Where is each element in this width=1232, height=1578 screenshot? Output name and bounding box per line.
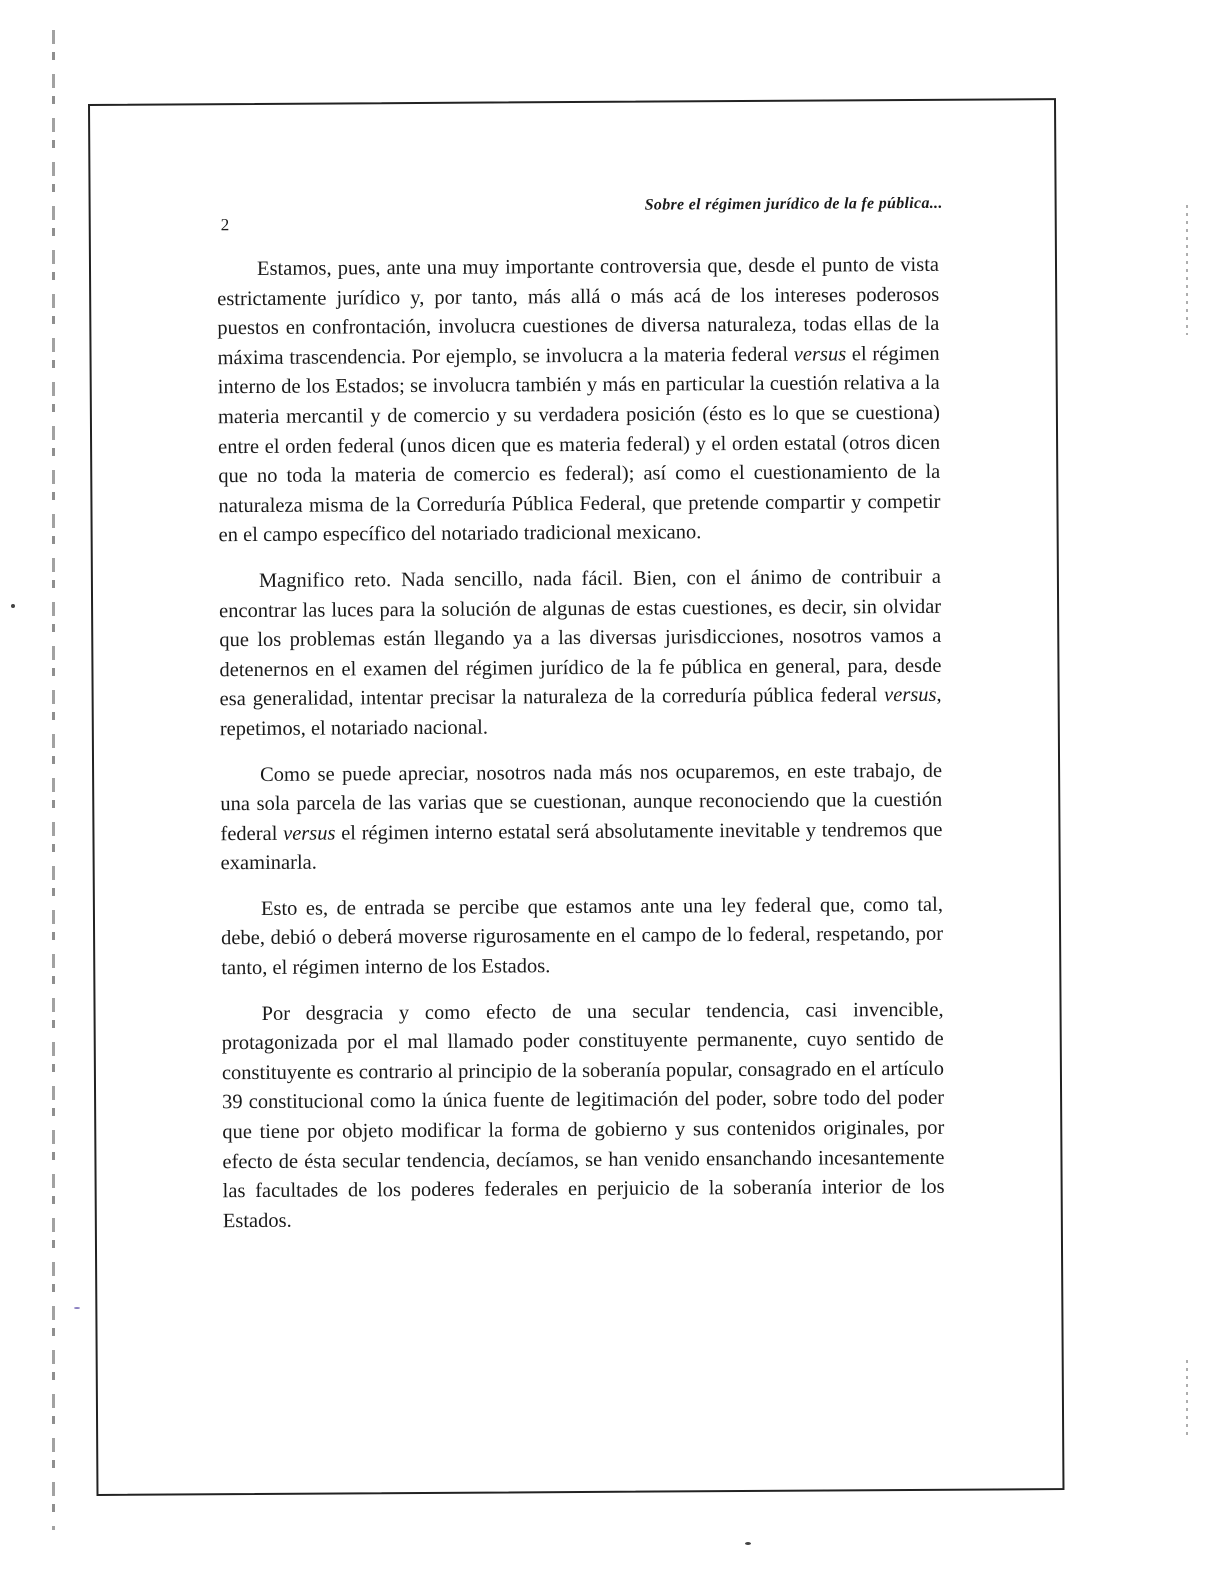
page-number: 2 (220, 215, 230, 235)
body-text (217, 251, 945, 1253)
paragraph: Por desgracia y como efecto de una secular tendencia, casi invencible, protagonizada por el mal llamado poder constituyente permanente, cuyo sentido de constituyente es contrario al principio de la soberanía popular, consagrado en el artículo 39 constitucional como la única fuente de legitimación del poder, sobre todo del poder que tiene por objeto modificar la forma de gobierno y sus contenidos originales, por efecto de ésta secular tendencia, decíamos, se han venido ensanchando incesantemente las facultades de los poderes federales en perjuicio de la soberanía interior de los Estados. (221, 998, 945, 1233)
paragraph: Magnifico reto. Nada sencillo, nada fácil. Bien, con el ánimo de contribuir a encontrar las luces para la solución de algunas de estas cuestiones, es decir, sin olvidar que los problemas están llegando ya a las diversas jurisdicciones, nosotros vamos a detenernos en el examen del régimen jurídico de la fe pública en general, para, desde esa generalidad, intentar precisar la naturaleza de la correduría pública federal versus, repetimos, el notariado nacional. (219, 565, 942, 741)
scan-speck (745, 1542, 751, 1545)
paragraph: Esto es, de entrada se percibe que estamos ante una ley federal que, como tal, debe, debió o deberá moverse rigurosamente en el campo de lo federal, respetando, por tanto, el régimen interno de los Estados. (221, 893, 944, 980)
paragraph: Estamos, pues, ante una muy importante controversia que, desde el punto de vista estrictamente jurídico y, por tanto, más allá o más acá de los intereses poderosos puestos en confrontación, involucra cuestiones de diversa naturaleza, todas ellas de la máxima trascendencia. Por ejemplo, se involucra a la materia federal versus el régimen interno de los Estados; se involucra también y más en particular la cuestión relativa a la materia mercantil y de comercio y su verdadera posición (ésto es lo que se cuestiona) entre el orden federal (unos dicen que es materia federal) y el orden estatal (otros dicen que no toda la materia de comercio es federal); así como el cuestionamiento de la naturaleza misma de la Correduría Pública Federal, que pretende compartir y competir en el campo específico del notariado tradicional mexicano. (217, 253, 941, 547)
scan-speck (74, 1307, 80, 1309)
scan-binding-edge (52, 30, 55, 1530)
running-head: Sobre el régimen jurídico de la fe pública... (644, 194, 943, 214)
scan-edge-mark (1186, 205, 1188, 335)
page-frame (88, 98, 1064, 1496)
paragraph: Como se puede apreciar, nosotros nada más nos ocuparemos, en este trabajo, de una sola parcela de las varias que se cuestionan, aunque reconociendo que la cuestión federal versus el régimen interno estatal será absolutamente inevitable y tendremos que examinarla. (220, 759, 943, 875)
scan-speck (11, 604, 15, 608)
scan-edge-mark (1186, 1360, 1188, 1440)
